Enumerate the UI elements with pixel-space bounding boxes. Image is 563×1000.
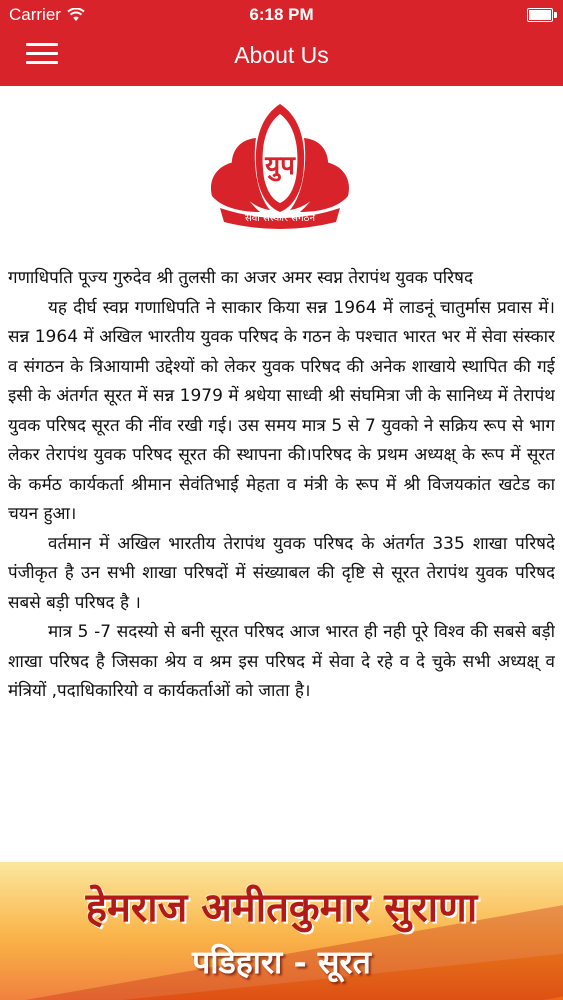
sponsor-banner[interactable] — [0, 862, 563, 1000]
logo-tagline: सेवा संस्कार संगठन — [244, 213, 316, 224]
about-paragraph: वर्तमान में अखिल भारतीय तेरापंथ युवक परिषद के अंतर्गत 335 शाखा परिषदे पंजीकृत है उन सभी शाखा परिषदों में संख्याबल की दृष्टि से सूरत तेरापंथ युवक परिषद सबसे बड़ी परिषद है । — [8, 533, 555, 613]
page-title: About Us — [234, 42, 329, 68]
logo-symbol: युप — [265, 151, 295, 181]
about-paragraph: यह दीर्घ स्वप्न गणाधिपति ने साकार किया सन्न 1964 में लाडनूं चातुर्मास प्रवास में। सन्न 1964 में अखिल भारतीय युवक परिषद के गठन के पश्चात भारत भर में सेवा संस्कार व संगठन के त्रिआयामी उद्देश्यों को लेकर युवक परिषद की अनेक शाखाये स्थापित की गई इसी के अंतर्गत सूरत में सन्न 1979 में श्रधेया साध्वी श्री संघमित्रा जी के सानिध्य में तेरापंथ युवक परिषद सूरत की नींव रखी गई। उस समय मात्र 5 से 7 युवको ने सक्रिय रूप से भाग लेकर तेरापंथ युवक परिषद सूरत की स्थापना की।परिषद के प्रथम अध्यक्ष् के रूप में सूरत के कर्मठ कार्यकर्ता श्रीमान सेवंतिभाई मेहता व मंत्री के रूप में श्री विजयकांत खटेड का चयन हुआ। — [8, 297, 555, 524]
sponsor-place: पडिहारा - सूरत — [192, 943, 371, 981]
about-content — [8, 264, 555, 861]
status-bar — [0, 0, 563, 30]
nav-bar — [0, 30, 563, 86]
about-paragraph: मात्र 5 -7 सदस्यो से बनी सूरत परिषद आज भारत ही नही पूरे विश्व की सबसे बड़ी शाखा परिषद है जिसका श्रेय व श्रम इस परिषद में सेवा दे रहे व दे चुके सभी अध्यक्ष् व मंत्रियों ,पदाधिकारियो व कार्यकर्ताओं को जाता है। — [8, 622, 555, 701]
organization-logo — [200, 100, 360, 232]
sponsor-name: हेमराज अमीतकुमार सुराणा — [85, 884, 478, 931]
carrier-label: Carrier — [9, 5, 61, 24]
battery-icon — [527, 8, 553, 22]
about-heading: गणाधिपति पूज्य गुरुदेव श्री तुलसी का अजर अमर स्वप्न तेरापंथ युवक परिषद — [8, 268, 473, 288]
clock: 6:18 PM — [249, 5, 314, 24]
